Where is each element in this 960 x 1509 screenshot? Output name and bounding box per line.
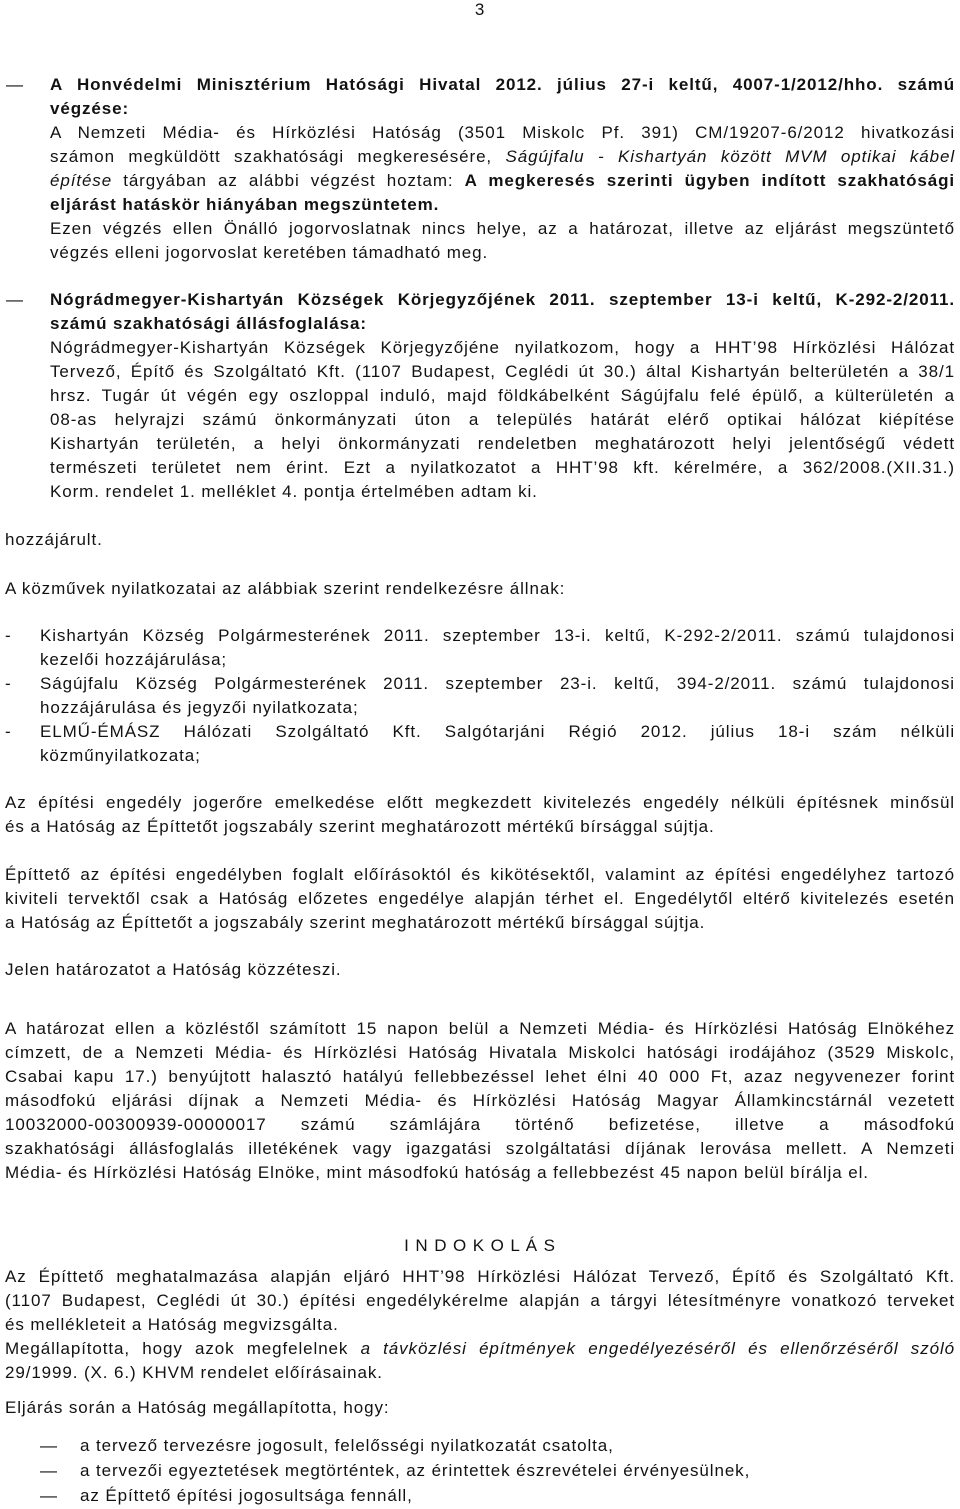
paragraph-line: címzett, de a Nemzeti Média- és Hírközlési Hatóság Hivatala Miskolci hatósági irodájához (3529 Miskolc, bbox=[5, 1043, 955, 1062]
opinion-heading-line: végzése: bbox=[50, 99, 130, 118]
opinion-notary-statement bbox=[50, 288, 955, 504]
utility-item bbox=[0, 624, 955, 672]
utility-line: Ságújfalu Község Polgármesterének 2011. szeptember 23-i. keltű, 394-2/2011. számú tulajdonosi bbox=[40, 674, 955, 693]
list-hyphen-marker: - bbox=[5, 722, 12, 741]
bold-decision-text: A megkeresés szerinti ügyben indított szakhatósági bbox=[464, 171, 955, 190]
opinion-body-line bbox=[50, 145, 955, 169]
utility-item bbox=[0, 720, 955, 768]
utility-line: hozzájárulása és jegyzői nyilatkozata; bbox=[40, 698, 359, 717]
opinion-heading-line: A Honvédelmi Minisztérium Hatósági Hivatal 2012. július 27-i keltű, 4007-1/2012/hho. számú bbox=[50, 75, 955, 94]
body-text: tárgyában az alábbi végzést hoztam: bbox=[112, 171, 465, 190]
paragraph-line: A határozat ellen a közléstől számított 15 napon belül a Nemzeti Média- és Hírközlési Hatóság Elnökéhez bbox=[5, 1019, 955, 1038]
paragraph-line: (1107 Budapest, Ceglédi út 30.) építési engedélykérelme alapján a tárgyi létesítményre vonatkozó terveket bbox=[5, 1291, 955, 1310]
opinion-ministry-order bbox=[50, 73, 955, 265]
finding-text: a tervezői egyeztetések megtörténtek, az érintettek észrevételei érvényesülnek, bbox=[80, 1461, 751, 1480]
findings-intro: Eljárás során a Hatóság megállapította, hogy: bbox=[5, 1398, 390, 1417]
utility-line: közműnyilatkozata; bbox=[40, 746, 201, 765]
opinion-body-line: hrsz. Tugár út végén egy oszloppal induló, majd földkábelként Ságújfalu felé épülő, a külterületén a bbox=[50, 386, 955, 405]
opinion-body-line: eljárást hatáskör hiányában megszüntetem. bbox=[50, 195, 440, 214]
consent-text: hozzájárult. bbox=[5, 530, 103, 549]
paragraph-line: és mellékleteit a Hatóság megvizsgálta. bbox=[5, 1315, 339, 1334]
paragraph-line: 29/1999. (X. 6.) KHVM rendelet előírásainak. bbox=[5, 1363, 383, 1382]
list-dash-marker: — bbox=[40, 1486, 58, 1505]
list-dash-marker: — bbox=[40, 1436, 58, 1455]
paragraph-line: kiviteli tervektől csak a Hatóság előzetes engedélye alapján térhet el. Engedélytől eltérő kivitelezés esetén bbox=[5, 889, 955, 908]
appeal-paragraph bbox=[5, 1017, 955, 1185]
penalty-paragraph bbox=[5, 791, 955, 839]
publication-paragraph: Jelen határozatot a Hatóság közzéteszi. bbox=[5, 960, 342, 979]
paragraph-line: másodfokú eljárási díjnak a Nemzeti Média- és Hírközlési Hatóság Magyar Államkincstárnál vezetett bbox=[5, 1091, 955, 1110]
italic-subject-text: Ságújfalu - Kishartyán között MVM optikai kábel bbox=[505, 147, 955, 166]
paragraph-line: és a Hatóság az Építtetőt jogszabály szerint meghatározott mértékű bírsággal sújtja. bbox=[5, 817, 715, 836]
opinion-body-line: természeti területet nem érint. Ezt a nyilatkozatot a HHT’98 kft. kérelmére, a 362/2008.(XII.31.) bbox=[50, 458, 955, 477]
list-hyphen-marker: - bbox=[5, 674, 12, 693]
paragraph-line bbox=[5, 1337, 955, 1361]
page-number: 3 bbox=[474, 0, 486, 19]
paragraph-line: szakhatósági állásfoglalás illetékének vagy igazgatási szolgáltatási díjának lerovása mellett. A Nemzeti bbox=[5, 1139, 955, 1158]
paragraph-line: Csabai kapu 17.) benyújtott halasztó hatályú fellebbezéssel lehet élni 40 000 Ft, azaz negyvenezer forint bbox=[5, 1067, 955, 1086]
utility-item bbox=[0, 672, 955, 720]
utility-item-text bbox=[40, 720, 955, 768]
body-text: Megállapította, hogy azok megfelelnek bbox=[5, 1339, 361, 1358]
utility-line: kezelői hozzájárulása; bbox=[40, 650, 228, 669]
opinion-body-line: A Nemzeti Média- és Hírközlési Hatóság (3501 Miskolc Pf. 391) CM/19207-6/2012 hivatkozási bbox=[50, 123, 955, 142]
finding-item bbox=[0, 1483, 955, 1508]
finding-text: az Építtető építési jogosultsága fennáll, bbox=[80, 1486, 413, 1505]
finding-item bbox=[0, 1458, 955, 1483]
justification-heading: I N D O K O L Á S bbox=[404, 1236, 556, 1255]
opinion-body-line: Kishartyán területén, a helyi önkormányzati rendeletben meghatározott helyi jelentőségű védett bbox=[50, 434, 955, 453]
list-dash-marker: — bbox=[6, 75, 24, 94]
paragraph-line: Építtető az építési engedélyben foglalt előírásoktól és kikötésektől, valamint az építési engedélyhez tartozó bbox=[5, 865, 955, 884]
utility-item-text bbox=[40, 624, 955, 672]
paragraph-line: 10032000-00300939-00000017 számú számlájára történő befizetése, illetve a másodfokú bbox=[5, 1115, 955, 1134]
paragraph-line: a Hatóság az Építtetőt a jogszabály szerint meghatározott mértékű bírsággal sújtja. bbox=[5, 913, 706, 932]
opinion-heading-line: számú szakhatósági állásfoglalása: bbox=[50, 314, 367, 333]
italic-regulation-title: a távközlési építmények engedélyezéséről és ellenőrzéséről szóló bbox=[360, 1339, 955, 1358]
paragraph-line: Média- és Hírközlési Hatóság Elnöke, mint másodfokú hatóság a fellebbezést 45 napon belül bírálja el. bbox=[5, 1163, 869, 1182]
list-dash-marker: — bbox=[40, 1461, 58, 1480]
deviation-paragraph bbox=[5, 863, 955, 935]
italic-subject-text: építése bbox=[50, 171, 113, 190]
utility-item-text bbox=[40, 672, 955, 720]
opinion-body-line: Korm. rendelet 1. melléklet 4. pontja értelmében adtam ki. bbox=[50, 482, 538, 501]
list-dash-marker: — bbox=[6, 290, 24, 309]
justification-intro bbox=[5, 1265, 955, 1385]
utilities-intro: A közművek nyilatkozatai az alábbiak szerint rendelkezésre állnak: bbox=[5, 579, 566, 598]
finding-item bbox=[0, 1433, 955, 1458]
paragraph-line: Az építési engedély jogerőre emelkedése előtt megkezdett kivitelezés engedély nélküli építésnek minősül bbox=[5, 793, 955, 812]
opinion-heading-line: Nógrádmegyer-Kishartyán Községek Körjegyzőjének 2011. szeptember 13-i keltű, K-292-2/2011. bbox=[50, 290, 955, 309]
opinion-body-line: Tervező, Építő és Szolgáltató Kft. (1107 Budapest, Ceglédi út 30.) által Kishartyán belterületén a 38/1 bbox=[50, 362, 955, 381]
opinion-body-line: Ezen végzés ellen Önálló jogorvoslatnak nincs helye, az a határozat, illetve az eljárást megszüntető bbox=[50, 219, 955, 238]
opinion-body-line bbox=[50, 169, 955, 193]
finding-text: a tervező tervezésre jogosult, felelősségi nyilatkozatát csatolta, bbox=[80, 1436, 614, 1455]
utility-line: Kishartyán Község Polgármesterének 2011. szeptember 13-i. keltű, K-292-2/2011. számú tulajdonosi bbox=[40, 626, 955, 645]
body-text: számon megküldött szakhatósági megkeresésére, bbox=[50, 147, 506, 166]
opinion-body-line: végzés elleni jogorvoslat keretében támadható meg. bbox=[50, 243, 489, 262]
utility-line: ELMŰ-ÉMÁSZ Hálózati Szolgáltató Kft. Salgótarjáni Régió 2012. július 18-i szám nélküli bbox=[40, 722, 955, 741]
opinion-body-line: 08-as helyrajzi számú önkormányzati úton a település határát elérő optikai hálózat kiépítése bbox=[50, 410, 955, 429]
opinion-body-line: Nógrádmegyer-Kishartyán Községek Körjegyzőjéne nyilatkozom, hogy a HHT’98 Hírközlési Hálózat bbox=[50, 338, 955, 357]
paragraph-line: Az Építtető meghatalmazása alapján eljáró HHT’98 Hírközlési Hálózat Tervező, Építő és Szolgáltató Kft. bbox=[5, 1267, 955, 1286]
list-hyphen-marker: - bbox=[5, 626, 12, 645]
